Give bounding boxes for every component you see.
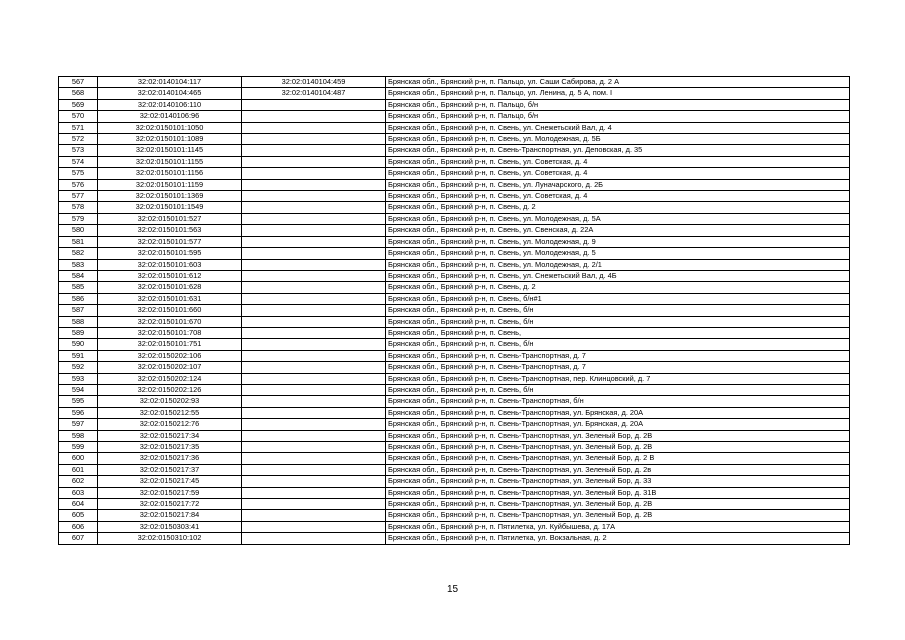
parent-cadastral-number-cell (242, 282, 386, 293)
parent-cadastral-number-cell (242, 99, 386, 110)
parent-cadastral-number-cell (242, 464, 386, 475)
row-number-cell: 572 (59, 134, 98, 145)
row-number-cell: 607 (59, 533, 98, 544)
address-cell: Брянская обл., Брянский р-н, п. Свень-Транспортная, б/н (386, 396, 850, 407)
address-cell: Брянская обл., Брянский р-н, п. Пальцо, ул. Ленина, д. 5 А, пом. I (386, 88, 850, 99)
address-cell: Брянская обл., Брянский р-н, п. Свень, б/н (386, 316, 850, 327)
row-number-cell: 583 (59, 259, 98, 270)
cadastral-number-cell: 32:02:0150101:628 (98, 282, 242, 293)
row-number-cell: 586 (59, 293, 98, 304)
address-cell: Брянская обл., Брянский р-н, п. Свень, ул. Свенская, д. 22А (386, 225, 850, 236)
cadastral-number-cell: 32:02:0150101:595 (98, 248, 242, 259)
parent-cadastral-number-cell: 32:02:0140104:459 (242, 77, 386, 88)
table-row (59, 145, 850, 156)
address-cell: Брянская обл., Брянский р-н, п. Свень, б/н (386, 384, 850, 395)
parent-cadastral-number-cell (242, 499, 386, 510)
row-number-cell: 591 (59, 350, 98, 361)
row-number-cell: 588 (59, 316, 98, 327)
table-row (59, 442, 850, 453)
parent-cadastral-number-cell (242, 179, 386, 190)
parent-cadastral-number-cell (242, 350, 386, 361)
row-number-cell: 604 (59, 499, 98, 510)
address-cell: Брянская обл., Брянский р-н, п. Свень-Транспортная, ул. Брянская, д. 20А (386, 419, 850, 430)
address-cell: Брянская обл., Брянский р-н, п. Свень-Транспортная, пер. Клинцовский, д. 7 (386, 373, 850, 384)
table-row (59, 191, 850, 202)
table-row (59, 407, 850, 418)
parent-cadastral-number-cell (242, 362, 386, 373)
table-row (59, 487, 850, 498)
table-row (59, 270, 850, 281)
address-cell: Брянская обл., Брянский р-н, п. Свень-Транспортная, ул. Зеленый Бор, д. 2В (386, 510, 850, 521)
cadastral-number-cell: 32:02:0150101:631 (98, 293, 242, 304)
cadastral-number-cell: 32:02:0150101:1155 (98, 156, 242, 167)
parent-cadastral-number-cell (242, 202, 386, 213)
table-row (59, 476, 850, 487)
row-number-cell: 592 (59, 362, 98, 373)
table-row (59, 339, 850, 350)
address-cell: Брянская обл., Брянский р-н, п. Пятилетка, ул. Вокзальная, д. 2 (386, 533, 850, 544)
address-cell: Брянская обл., Брянский р-н, п. Свень-Транспортная, ул. Зеленый Бор, д. 31В (386, 487, 850, 498)
address-cell: Брянская обл., Брянский р-н, п. Пятилетка, ул. Куйбышева, д. 17А (386, 521, 850, 532)
parent-cadastral-number-cell (242, 396, 386, 407)
table-row (59, 305, 850, 316)
table-row (59, 373, 850, 384)
table-row (59, 99, 850, 110)
parent-cadastral-number-cell (242, 305, 386, 316)
address-cell: Брянская обл., Брянский р-н, п. Свень, ул. Снежетьский Вал, д. 4Б (386, 270, 850, 281)
page-number: 15 (446, 584, 459, 595)
address-cell: Брянская обл., Брянский р-н, п. Свень-Транспортная, ул. Зеленый Бор, д. 2В (386, 499, 850, 510)
row-number-cell: 585 (59, 282, 98, 293)
row-number-cell: 598 (59, 430, 98, 441)
parent-cadastral-number-cell (242, 476, 386, 487)
table-row (59, 236, 850, 247)
table-row (59, 362, 850, 373)
address-cell: Брянская обл., Брянский р-н, п. Свень, ул. Советская, д. 4 (386, 168, 850, 179)
address-cell: Брянская обл., Брянский р-н, п. Пальцо, б/н (386, 111, 850, 122)
row-number-cell: 577 (59, 191, 98, 202)
address-cell: Брянская обл., Брянский р-н, п. Свень, ул. Молодежная, д. 5А (386, 213, 850, 224)
address-cell: Брянская обл., Брянский р-н, п. Свень-Транспортная, ул. Зеленый Бор, д. 2В (386, 430, 850, 441)
table-row (59, 111, 850, 122)
row-number-cell: 600 (59, 453, 98, 464)
table-row (59, 202, 850, 213)
row-number-cell: 606 (59, 521, 98, 532)
cadastral-number-cell: 32:02:0150101:1156 (98, 168, 242, 179)
table-row (59, 499, 850, 510)
table-row (59, 168, 850, 179)
parent-cadastral-number-cell (242, 259, 386, 270)
parent-cadastral-number-cell (242, 510, 386, 521)
table-row (59, 521, 850, 532)
row-number-cell: 589 (59, 327, 98, 338)
table-row (59, 419, 850, 430)
parent-cadastral-number-cell (242, 430, 386, 441)
address-cell: Брянская обл., Брянский р-н, п. Свень, б/н#1 (386, 293, 850, 304)
table-row (59, 213, 850, 224)
parent-cadastral-number-cell (242, 111, 386, 122)
address-cell: Брянская обл., Брянский р-н, п. Свень-Транспортная, д. 7 (386, 350, 850, 361)
parent-cadastral-number-cell (242, 453, 386, 464)
cadastral-number-cell: 32:02:0150101:1145 (98, 145, 242, 156)
cadastral-number-cell: 32:02:0150217:34 (98, 430, 242, 441)
table-row (59, 430, 850, 441)
cadastral-number-cell: 32:02:0150310:102 (98, 533, 242, 544)
cadastral-number-cell: 32:02:0150212:55 (98, 407, 242, 418)
address-cell: Брянская обл., Брянский р-н, п. Свень-Транспортная, ул. Зеленый Бор, д. 2в (386, 464, 850, 475)
row-number-cell: 603 (59, 487, 98, 498)
cadastral-number-cell: 32:02:0150101:577 (98, 236, 242, 247)
address-cell: Брянская обл., Брянский р-н, п. Свень, ул. Снежетьский Вал, д. 4 (386, 122, 850, 133)
row-number-cell: 579 (59, 213, 98, 224)
parent-cadastral-number-cell (242, 442, 386, 453)
cadastral-number-cell: 32:02:0150202:107 (98, 362, 242, 373)
table-row (59, 77, 850, 88)
cadastral-number-cell: 32:02:0150101:708 (98, 327, 242, 338)
cadastral-number-cell: 32:02:0150101:612 (98, 270, 242, 281)
table-row (59, 179, 850, 190)
row-number-cell: 575 (59, 168, 98, 179)
row-number-cell: 573 (59, 145, 98, 156)
address-cell: Брянская обл., Брянский р-н, п. Свень-Транспортная, ул. Зеленый Бор, д. 2 В (386, 453, 850, 464)
row-number-cell: 580 (59, 225, 98, 236)
address-cell: Брянская обл., Брянский р-н, п. Свень, ул. Молодежная, д. 9 (386, 236, 850, 247)
cadastral-number-cell: 32:02:0150101:1159 (98, 179, 242, 190)
address-cell: Брянская обл., Брянский р-н, п. Пальцо, ул. Саши Сабирова, д. 2 А (386, 77, 850, 88)
address-cell: Брянская обл., Брянский р-н, п. Свень, ул. Советская, д. 4 (386, 191, 850, 202)
address-cell: Брянская обл., Брянский р-н, п. Свень, д. 2 (386, 282, 850, 293)
table-row (59, 293, 850, 304)
cadastral-number-cell: 32:02:0150217:37 (98, 464, 242, 475)
parent-cadastral-number-cell (242, 521, 386, 532)
row-number-cell: 584 (59, 270, 98, 281)
address-cell: Брянская обл., Брянский р-н, п. Свень, ул. Молодежная, д. 5 (386, 248, 850, 259)
row-number-cell: 570 (59, 111, 98, 122)
parent-cadastral-number-cell (242, 487, 386, 498)
parent-cadastral-number-cell (242, 145, 386, 156)
address-cell: Брянская обл., Брянский р-н, п. Свень-Транспортная, ул. Деповская, д. 35 (386, 145, 850, 156)
row-number-cell: 594 (59, 384, 98, 395)
table-row (59, 384, 850, 395)
row-number-cell: 605 (59, 510, 98, 521)
table-row (59, 282, 850, 293)
parent-cadastral-number-cell (242, 236, 386, 247)
parent-cadastral-number-cell (242, 419, 386, 430)
table-row (59, 464, 850, 475)
table-row (59, 134, 850, 145)
row-number-cell: 568 (59, 88, 98, 99)
cadastral-number-cell: 32:02:0150217:45 (98, 476, 242, 487)
cadastral-number-cell: 32:02:0150303:41 (98, 521, 242, 532)
cadastral-number-cell: 32:02:0150101:670 (98, 316, 242, 327)
address-cell: Брянская обл., Брянский р-н, п. Свень-Транспортная, д. 7 (386, 362, 850, 373)
table-row (59, 533, 850, 544)
row-number-cell: 574 (59, 156, 98, 167)
parent-cadastral-number-cell (242, 225, 386, 236)
row-number-cell: 567 (59, 77, 98, 88)
row-number-cell: 571 (59, 122, 98, 133)
address-cell: Брянская обл., Брянский р-н, п. Свень, ул. Луначарского, д. 2Б (386, 179, 850, 190)
parent-cadastral-number-cell (242, 327, 386, 338)
address-cell: Брянская обл., Брянский р-н, п. Свень, д. 2 (386, 202, 850, 213)
parent-cadastral-number-cell (242, 168, 386, 179)
cadastral-number-cell: 32:02:0150101:563 (98, 225, 242, 236)
table-row (59, 122, 850, 133)
cadastral-number-cell: 32:02:0150101:751 (98, 339, 242, 350)
table-row (59, 248, 850, 259)
cadastral-number-cell: 32:02:0150202:106 (98, 350, 242, 361)
row-number-cell: 587 (59, 305, 98, 316)
table-row (59, 316, 850, 327)
row-number-cell: 593 (59, 373, 98, 384)
address-cell: Брянская обл., Брянский р-н, п. Свень, ул. Молодежная, д. 5Б (386, 134, 850, 145)
cadastral-number-cell: 32:02:0150101:1050 (98, 122, 242, 133)
cadastral-number-cell: 32:02:0150217:72 (98, 499, 242, 510)
parent-cadastral-number-cell: 32:02:0140104:487 (242, 88, 386, 99)
address-cell: Брянская обл., Брянский р-н, п. Свень, б/н (386, 305, 850, 316)
cadastral-number-cell: 32:02:0140104:117 (98, 77, 242, 88)
address-cell: Брянская обл., Брянский р-н, п. Пальцо, б/н (386, 99, 850, 110)
cadastral-number-cell: 32:02:0150101:527 (98, 213, 242, 224)
parent-cadastral-number-cell (242, 191, 386, 202)
row-number-cell: 590 (59, 339, 98, 350)
table-row (59, 88, 850, 99)
cadastral-number-cell: 32:02:0140106:96 (98, 111, 242, 122)
parent-cadastral-number-cell (242, 384, 386, 395)
cadastral-number-cell: 32:02:0150101:1549 (98, 202, 242, 213)
address-cell: Брянская обл., Брянский р-н, п. Свень, (386, 327, 850, 338)
parent-cadastral-number-cell (242, 533, 386, 544)
table-row (59, 396, 850, 407)
cadastral-number-cell: 32:02:0150217:84 (98, 510, 242, 521)
parent-cadastral-number-cell (242, 316, 386, 327)
cadastral-number-cell: 32:02:0150101:603 (98, 259, 242, 270)
cadastral-number-cell: 32:02:0150101:660 (98, 305, 242, 316)
row-number-cell: 595 (59, 396, 98, 407)
cadastral-number-cell: 32:02:0140106:110 (98, 99, 242, 110)
table-row (59, 225, 850, 236)
parent-cadastral-number-cell (242, 339, 386, 350)
parent-cadastral-number-cell (242, 270, 386, 281)
parent-cadastral-number-cell (242, 134, 386, 145)
cadastral-number-cell: 32:02:0150217:59 (98, 487, 242, 498)
address-cell: Брянская обл., Брянский р-н, п. Свень, б/н (386, 339, 850, 350)
cadastral-number-cell: 32:02:0150101:1089 (98, 134, 242, 145)
cadastral-number-cell: 32:02:0150217:36 (98, 453, 242, 464)
address-cell: Брянская обл., Брянский р-н, п. Свень-Транспортная, ул. Брянская, д. 20А (386, 407, 850, 418)
table-row (59, 156, 850, 167)
table-row (59, 259, 850, 270)
cadastral-number-cell: 32:02:0150101:1369 (98, 191, 242, 202)
property-registry-table (58, 76, 850, 545)
row-number-cell: 569 (59, 99, 98, 110)
address-cell: Брянская обл., Брянский р-н, п. Свень-Транспортная, ул. Зеленый Бор, д. 33 (386, 476, 850, 487)
cadastral-number-cell: 32:02:0150212:76 (98, 419, 242, 430)
cadastral-number-cell: 32:02:0150202:93 (98, 396, 242, 407)
row-number-cell: 601 (59, 464, 98, 475)
row-number-cell: 576 (59, 179, 98, 190)
parent-cadastral-number-cell (242, 156, 386, 167)
row-number-cell: 602 (59, 476, 98, 487)
parent-cadastral-number-cell (242, 293, 386, 304)
parent-cadastral-number-cell (242, 373, 386, 384)
row-number-cell: 578 (59, 202, 98, 213)
parent-cadastral-number-cell (242, 213, 386, 224)
row-number-cell: 599 (59, 442, 98, 453)
address-cell: Брянская обл., Брянский р-н, п. Свень, ул. Советская, д. 4 (386, 156, 850, 167)
table-row (59, 327, 850, 338)
table-row (59, 350, 850, 361)
cadastral-number-cell: 32:02:0150217:35 (98, 442, 242, 453)
registry-table-body (59, 77, 850, 545)
cadastral-number-cell: 32:02:0150202:124 (98, 373, 242, 384)
parent-cadastral-number-cell (242, 407, 386, 418)
row-number-cell: 596 (59, 407, 98, 418)
table-row (59, 510, 850, 521)
row-number-cell: 582 (59, 248, 98, 259)
address-cell: Брянская обл., Брянский р-н, п. Свень-Транспортная, ул. Зеленый Бор, д. 2В (386, 442, 850, 453)
row-number-cell: 597 (59, 419, 98, 430)
table-row (59, 453, 850, 464)
cadastral-number-cell: 32:02:0140104:465 (98, 88, 242, 99)
row-number-cell: 581 (59, 236, 98, 247)
parent-cadastral-number-cell (242, 122, 386, 133)
address-cell: Брянская обл., Брянский р-н, п. Свень, ул. Молодежная, д. 2/1 (386, 259, 850, 270)
parent-cadastral-number-cell (242, 248, 386, 259)
cadastral-number-cell: 32:02:0150202:126 (98, 384, 242, 395)
